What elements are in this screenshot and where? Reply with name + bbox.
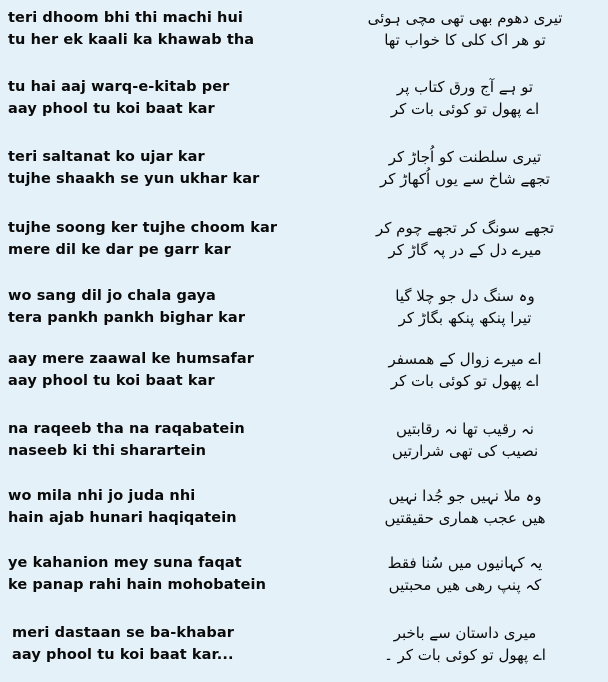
roman-line: tujhe soong ker tujhe choom kar [8, 220, 278, 236]
urdu-line: نہ رقیب تھا نہ رقابتیں [396, 420, 534, 438]
roman-line: teri dhoom bhi thi machi hui [8, 10, 243, 26]
roman-line: aay mere zaawal ke humsafar [8, 351, 255, 367]
stanza-3 [0, 146, 608, 192]
stanza-1 [0, 7, 608, 53]
roman-line: aay phool tu koi baat kar... [12, 647, 234, 663]
urdu-verse [330, 418, 600, 462]
urdu-line: تیری دھوم بھی تھی مچی ہوئی [367, 9, 563, 27]
roman-verse [8, 76, 308, 120]
urdu-line: وہ سنگ دل جو چلا گیا [395, 287, 535, 305]
roman-verse [12, 622, 312, 666]
urdu-line: میری داستان سے باخبر [393, 624, 537, 642]
urdu-verse [330, 285, 600, 329]
urdu-line: یہ کہانیوں میں سُنا فقط [387, 554, 543, 572]
urdu-verse [330, 348, 600, 392]
stanza-10 [0, 622, 608, 668]
roman-verse [8, 485, 308, 529]
roman-line: mere dil ke dar pe garr kar [8, 242, 231, 258]
urdu-verse [330, 7, 600, 51]
stanza-5 [0, 285, 608, 331]
urdu-line: اے پھول تو کوئی بات کر ۔ [384, 646, 546, 664]
stanza-6 [0, 348, 608, 394]
roman-verse [8, 348, 308, 392]
roman-line: aay phool tu koi baat kar [8, 101, 215, 117]
urdu-verse [330, 622, 600, 666]
urdu-verse [330, 485, 600, 529]
stanza-9 [0, 552, 608, 598]
roman-verse [8, 7, 308, 51]
roman-line: teri saltanat ko ujar kar [8, 149, 205, 165]
roman-verse [8, 552, 308, 596]
roman-line: naseeb ki thi sharartein [8, 443, 207, 459]
stanza-4 [0, 217, 608, 263]
urdu-line: کہ پنپ رھی ھیں محبتیں [388, 576, 542, 594]
roman-verse [8, 418, 308, 462]
urdu-line: اے میرے زوال کے ھمسفر [388, 350, 542, 368]
urdu-line: تو ھر اک کلی کا خواب تھا [384, 31, 546, 49]
urdu-line: تیری سلطنت کو اُجاڑ کر [388, 148, 542, 166]
roman-line: wo mila nhi jo juda nhi [8, 488, 196, 504]
urdu-line: تو ہے آج ورق کتاب پر [396, 78, 534, 96]
roman-line: ke panap rahi hain mohobatein [8, 577, 267, 593]
urdu-line: وہ ملا نہیں جو جُدا نہیں [388, 487, 542, 505]
roman-line: na raqeeb tha na raqabatein [8, 421, 245, 437]
urdu-line: میرے دل کے در پہ گاڑ کر [388, 241, 542, 259]
urdu-verse [330, 217, 600, 261]
roman-verse [8, 146, 308, 190]
roman-line: meri dastaan se ba-khabar [12, 625, 235, 641]
urdu-line: ھیں عجب ھماری حقیقتیں [384, 509, 546, 527]
roman-verse [8, 285, 308, 329]
stanza-2 [0, 76, 608, 122]
urdu-verse [330, 552, 600, 596]
roman-line: aay phool tu koi baat kar [8, 373, 215, 389]
roman-line: tera pankh pankh bighar kar [8, 310, 246, 326]
roman-line: wo sang dil jo chala gaya [8, 288, 216, 304]
urdu-line: اے پھول تو کوئی بات کر [390, 372, 540, 390]
roman-line: hain ajab hunari haqiqatein [8, 510, 237, 526]
urdu-verse [330, 76, 600, 120]
roman-line: ye kahanion mey suna faqat [8, 555, 242, 571]
stanza-7 [0, 418, 608, 464]
urdu-line: نصیب کی تھی شرارتیں [391, 442, 539, 460]
roman-line: tu hai aaj warq-e-kitab per [8, 79, 230, 95]
urdu-line: تیرا پنکھ پنکھ بگاڑ کر [398, 309, 532, 327]
urdu-verse [330, 146, 600, 190]
urdu-line: تجھے شاخ سے یوں اُکھاڑ کر [380, 170, 550, 188]
urdu-line: تجھے سونگ کر تجھے چوم کر [375, 219, 555, 237]
roman-line: tujhe shaakh se yun ukhar kar [8, 171, 260, 187]
roman-verse [8, 217, 308, 261]
urdu-line: اے پھول تو کوئی بات کر [390, 100, 540, 118]
roman-line: tu her ek kaali ka khawab tha [8, 32, 255, 48]
stanza-8 [0, 485, 608, 531]
